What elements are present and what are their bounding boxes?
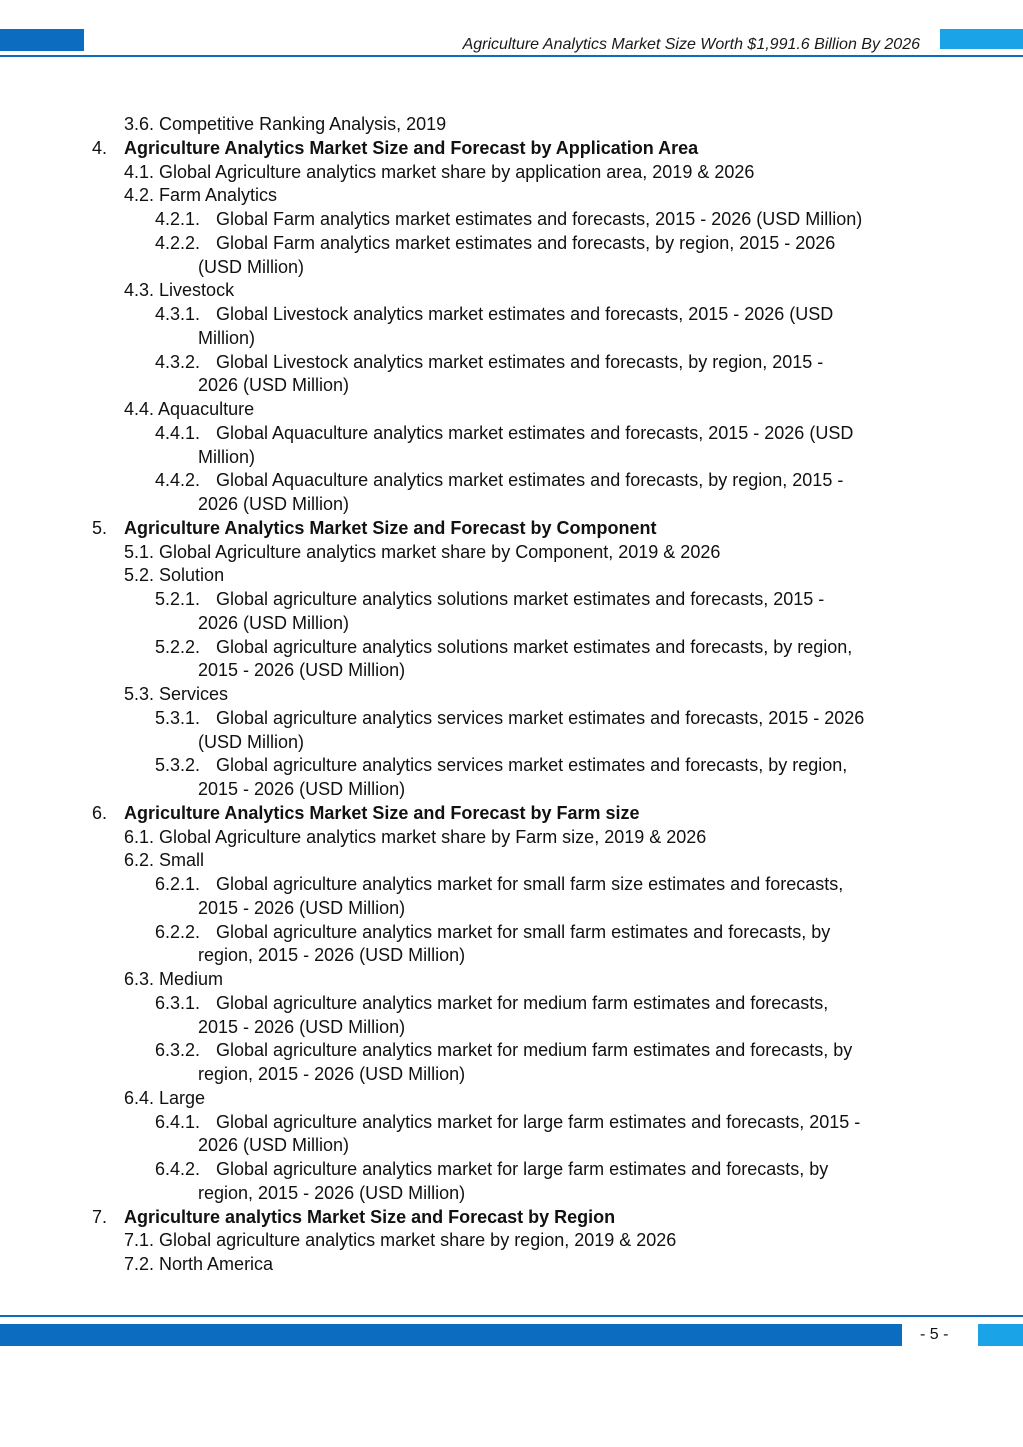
toc-entry-text: Global Livestock analytics market estimates and forecasts, by region, 2015 - — [216, 351, 824, 372]
toc-entry-number: 6.1. — [124, 826, 155, 847]
toc-entry-number: 4.1. — [124, 161, 155, 182]
toc-entry-text: Global Farm analytics market estimates and forecasts, by region, 2015 - 2026 — [216, 232, 836, 253]
toc-entry-number: 6.4. — [124, 1087, 155, 1108]
toc-entry-text: Global agriculture analytics market for medium farm estimates and forecasts, — [216, 992, 829, 1013]
toc-entry-text: Global Agriculture analytics market share by application area, 2019 & 2026 — [154, 161, 755, 182]
toc-entry-text: Global Livestock analytics market estimates and forecasts, 2015 - 2026 (USD — [216, 304, 834, 324]
toc-section-heading: Agriculture analytics Market Size and Forecast by Region — [124, 1206, 616, 1227]
toc-entry-continuation: 2015 - 2026 (USD Million) — [198, 779, 406, 799]
toc-entry-number: 6.2.1. — [155, 874, 201, 894]
toc-entry-text: Global Aquaculture analytics market estimates and forecasts, by region, 2015 - — [216, 470, 844, 491]
toc-entry-number: 4.3.2. — [155, 351, 201, 372]
toc-entry-number: 4.2. — [124, 185, 155, 206]
toc-entry-number: 7.2. — [124, 1254, 155, 1274]
header-title: Agriculture Analytics Market Size Worth $1,991.6 Billion By 2026 — [462, 36, 920, 53]
toc-entry-continuation: 2026 (USD Million) — [198, 1135, 350, 1156]
toc-entry-continuation: region, 2015 - 2026 (USD Million) — [198, 945, 466, 966]
toc-entry-text: Global Agriculture analytics market share by Component, 2019 & 2026 — [154, 541, 721, 562]
toc-entry-number: 6.2. — [124, 850, 155, 871]
toc-entry — [124, 397, 254, 421]
toc-entry — [124, 183, 277, 207]
toc-entry — [124, 112, 446, 136]
toc-entry-number: 4.3. — [124, 280, 155, 301]
toc-section-number: 5. — [92, 517, 108, 538]
toc-entry-text: Small — [154, 850, 205, 871]
toc-entry-continuation: 2015 - 2026 (USD Million) — [198, 1016, 406, 1037]
toc-entry-number: 6.3.1. — [155, 992, 201, 1013]
toc-entry — [124, 563, 224, 587]
toc-entry-text: Global agriculture analytics market for large farm estimates and forecasts, by — [216, 1159, 829, 1179]
toc-entry-text: Solution — [154, 565, 225, 586]
toc-entry-text: Competitive Ranking Analysis, 2019 — [154, 114, 447, 134]
toc-entry-number: 6.4.1. — [155, 1111, 201, 1132]
toc-entry — [124, 825, 706, 849]
toc-entry-text: Global agriculture analytics solutions market estimates and forecasts, 2015 - — [216, 589, 825, 609]
toc-section-number: 4. — [92, 137, 108, 158]
toc-entry — [124, 1228, 676, 1252]
toc-entry-continuation: region, 2015 - 2026 (USD Million) — [198, 1064, 466, 1084]
toc-entry-number: 3.6. — [124, 114, 155, 134]
toc-entry-number: 6.2.2. — [155, 921, 201, 942]
toc-entry-number: 5.2. — [124, 565, 155, 586]
toc-section-heading: Agriculture Analytics Market Size and Forecast by Application Area — [124, 137, 699, 158]
toc-entry-text: Global agriculture analytics market for small farm estimates and forecasts, by — [216, 921, 831, 942]
toc-entry-text: Global agriculture analytics services market estimates and forecasts, by region, — [216, 755, 848, 776]
footer-rule — [0, 1315, 1023, 1317]
toc-entry — [124, 848, 204, 872]
toc-entry-continuation: 2026 (USD Million) — [198, 375, 350, 396]
toc-entry-continuation: (USD Million) — [198, 731, 305, 752]
toc-entry-number: 4.4. — [124, 399, 155, 419]
toc-entry-text: Services — [154, 684, 229, 704]
toc-entry-text: Livestock — [154, 280, 235, 301]
toc-entry-number: 5.1. — [124, 541, 155, 562]
toc-entry — [124, 278, 234, 302]
toc-entry — [124, 160, 754, 184]
toc-entry-text: Global agriculture analytics market for large farm estimates and forecasts, 2015 - — [216, 1111, 861, 1132]
toc-entry-text: Global agriculture analytics market for medium farm estimates and forecasts, by — [216, 1040, 853, 1061]
toc-entry-text: Global agriculture analytics solutions market estimates and forecasts, by region, — [216, 636, 853, 657]
toc-entry-text: Farm Analytics — [154, 185, 278, 206]
toc-entry-text: North America — [154, 1254, 274, 1274]
toc-section-number: 7. — [92, 1206, 108, 1227]
toc-entry-number: 6.3. — [124, 969, 155, 989]
toc-entry-number: 7.1. — [124, 1230, 155, 1251]
toc-entry-text: Large — [154, 1087, 206, 1108]
toc-entry-number: 4.2.1. — [155, 209, 201, 229]
toc-entry-number: 5.2.1. — [155, 589, 201, 609]
toc-entry-number: 4.2.2. — [155, 232, 201, 253]
toc-entry-continuation: 2015 - 2026 (USD Million) — [198, 897, 406, 918]
toc-entry-number: 6.4.2. — [155, 1159, 201, 1179]
toc-entry-number: 5.3.2. — [155, 755, 201, 776]
toc-entry-text: Global agriculture analytics market for small farm size estimates and forecasts, — [216, 874, 844, 894]
toc-entry-text: Global agriculture analytics services market estimates and forecasts, 2015 - 2026 — [216, 707, 865, 728]
toc-entry-continuation: 2015 - 2026 (USD Million) — [198, 660, 406, 681]
toc-entry-text: Global agriculture analytics market share by region, 2019 & 2026 — [154, 1230, 677, 1251]
toc-entry-number: 5.3. — [124, 684, 155, 704]
toc-entry-continuation: 2026 (USD Million) — [198, 612, 350, 633]
toc-entry — [124, 1086, 205, 1110]
toc-entry — [124, 682, 228, 706]
toc-entry-number: 5.3.1. — [155, 707, 201, 728]
toc-entry-number: 4.4.2. — [155, 470, 201, 491]
footer-right-block — [978, 1324, 1023, 1346]
toc-entry-number: 6.3.2. — [155, 1040, 201, 1061]
footer-bar — [0, 1324, 902, 1346]
toc-entry-text: Global Farm analytics market estimates and forecasts, 2015 - 2026 (USD Million) — [216, 209, 863, 229]
toc-section-number: 6. — [92, 802, 108, 823]
toc-entry — [124, 967, 223, 991]
toc-entry — [124, 1252, 273, 1276]
toc-entry-continuation: Million) — [198, 446, 256, 467]
toc-entry-number: 4.3.1. — [155, 304, 201, 324]
toc-entry-text: Global Aquaculture analytics market estimates and forecasts, 2015 - 2026 (USD — [216, 422, 854, 443]
toc-entry-text: Aquaculture — [154, 399, 255, 419]
toc-entry-continuation: region, 2015 - 2026 (USD Million) — [198, 1182, 466, 1203]
toc-entry-continuation: (USD Million) — [198, 256, 305, 277]
toc-entry — [124, 540, 720, 564]
page-number: - 5 - — [920, 1326, 949, 1343]
header-rule — [0, 55, 1023, 57]
toc-entry-number: 4.4.1. — [155, 422, 201, 443]
header-right-block — [940, 29, 1023, 49]
toc-entry-continuation: Million) — [198, 327, 256, 348]
header-left-block — [0, 29, 84, 51]
toc-entry-text: Global Agriculture analytics market share by Farm size, 2019 & 2026 — [154, 826, 707, 847]
toc-entry-number: 5.2.2. — [155, 636, 201, 657]
toc-section-heading: Agriculture Analytics Market Size and Forecast by Component — [124, 517, 657, 538]
toc-section-heading: Agriculture Analytics Market Size and Forecast by Farm size — [124, 802, 640, 823]
toc-entry-continuation: 2026 (USD Million) — [198, 494, 350, 514]
toc-entry-text: Medium — [154, 969, 224, 989]
